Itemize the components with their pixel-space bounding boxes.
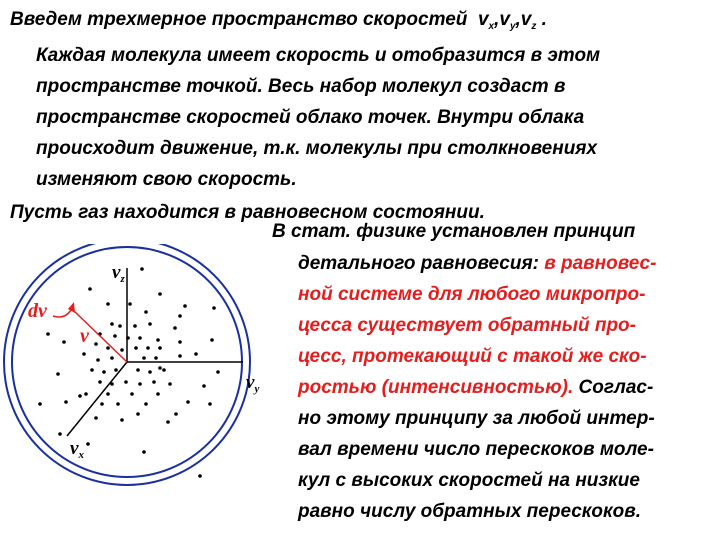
molecule-point bbox=[148, 370, 152, 374]
molecule-point bbox=[102, 370, 106, 374]
period: . bbox=[536, 9, 547, 30]
molecule-point bbox=[183, 304, 187, 308]
molecule-point bbox=[166, 420, 170, 424]
molecule-point bbox=[82, 352, 86, 356]
molecule-point bbox=[106, 392, 110, 396]
paragraph1-line: пространстве точкой. Весь набор молекул создаст в bbox=[36, 76, 566, 97]
principle-red-text: ростью (интенсивностью). bbox=[298, 377, 574, 398]
molecule-point bbox=[116, 402, 120, 406]
intro-lead: Введем трехмерное пространство скоростей bbox=[10, 9, 468, 30]
molecule-point bbox=[110, 356, 114, 360]
molecule-point bbox=[78, 394, 82, 398]
molecule-point bbox=[98, 380, 102, 384]
paragraph1-line: пространстве скоростей облако точек. Внутри облака bbox=[36, 107, 585, 128]
molecule-point bbox=[96, 358, 100, 362]
molecule-point bbox=[118, 324, 122, 328]
molecule-point bbox=[120, 348, 124, 352]
molecule-point bbox=[144, 402, 148, 406]
molecule-point bbox=[210, 338, 214, 342]
molecule-point bbox=[110, 322, 114, 326]
molecule-point bbox=[158, 292, 162, 296]
principle-line bbox=[298, 252, 656, 276]
vx-axis bbox=[67, 362, 127, 436]
molecule-point bbox=[144, 310, 148, 314]
molecule-point bbox=[136, 412, 140, 416]
subscript: y bbox=[509, 21, 516, 32]
molecule-point bbox=[138, 336, 142, 340]
molecule-point bbox=[130, 392, 134, 396]
principle-text: Соглас- bbox=[573, 377, 654, 398]
comma: , bbox=[494, 9, 500, 30]
principle-red-line: цесса существует обратный про- bbox=[298, 315, 636, 336]
molecule-point bbox=[154, 356, 158, 360]
comma: , bbox=[515, 9, 521, 30]
molecule-point bbox=[113, 334, 117, 338]
molecule-point bbox=[173, 326, 177, 330]
molecule-point bbox=[178, 354, 182, 358]
principle-line: равно числу обратных перескоков. bbox=[298, 501, 642, 522]
molecule-point bbox=[124, 380, 128, 384]
molecule-point bbox=[158, 346, 162, 350]
molecule-point bbox=[128, 302, 132, 306]
subscript: z bbox=[531, 21, 537, 32]
molecule-point bbox=[158, 366, 162, 370]
molecule-point bbox=[58, 432, 62, 436]
molecule-point bbox=[140, 267, 144, 271]
label-vz: $v_z$ bbox=[112, 262, 125, 285]
molecule-point bbox=[120, 418, 124, 422]
molecule-point bbox=[186, 400, 190, 404]
principle-line: вал времени число перескоков моле- bbox=[298, 439, 654, 460]
symbol-v: v bbox=[499, 9, 510, 30]
paragraph1-line: Каждая молекула имеет скорость и отобразится в этом bbox=[36, 45, 601, 66]
molecule-point bbox=[46, 332, 50, 336]
molecule-point bbox=[202, 384, 206, 388]
label-vy: $v_y$ bbox=[246, 372, 260, 395]
molecule-point bbox=[178, 340, 182, 344]
molecule-point bbox=[162, 368, 166, 372]
molecule-point bbox=[100, 402, 104, 406]
molecule-point bbox=[133, 324, 137, 328]
molecule-point bbox=[84, 392, 88, 396]
molecule-point bbox=[216, 370, 220, 374]
molecule-point bbox=[62, 340, 66, 344]
molecule-point bbox=[94, 416, 98, 420]
paragraph2: Пусть газ находится в равновесном состоянии. bbox=[10, 202, 485, 223]
molecule-point bbox=[168, 382, 172, 386]
molecule-point bbox=[148, 322, 152, 326]
symbol-v: v bbox=[520, 9, 532, 30]
molecule-point bbox=[152, 380, 156, 384]
point-cloud bbox=[38, 267, 220, 478]
molecule-point bbox=[174, 412, 178, 416]
molecule-point bbox=[142, 450, 146, 454]
molecule-point bbox=[56, 372, 60, 376]
molecule-point bbox=[208, 402, 212, 406]
molecule-point bbox=[38, 402, 42, 406]
label-dv: dv bbox=[28, 300, 47, 322]
molecule-point bbox=[194, 352, 198, 356]
molecule-point bbox=[178, 314, 182, 318]
principle-text: детального равновесия: bbox=[298, 253, 539, 274]
molecule-point bbox=[198, 474, 202, 478]
principle-red-text: в равновес- bbox=[538, 253, 657, 274]
label-v: v bbox=[80, 325, 89, 347]
principle-red-line: цесс, протекающий с такой же ско- bbox=[298, 346, 647, 367]
molecule-point bbox=[88, 287, 92, 291]
molecule-point bbox=[86, 442, 90, 446]
label-vx: $v_x$ bbox=[70, 438, 84, 461]
subscript: x bbox=[488, 21, 495, 32]
principle-line: кул с высоких скоростей на низкие bbox=[298, 470, 640, 491]
principle-line bbox=[298, 376, 653, 400]
molecule-point bbox=[138, 382, 142, 386]
velocity-space-figure bbox=[0, 244, 290, 540]
molecule-point bbox=[90, 368, 94, 372]
molecule-point bbox=[156, 338, 160, 342]
principle-line: но этому принципу за любой интер- bbox=[298, 408, 655, 429]
molecule-point bbox=[114, 368, 118, 372]
molecule-point bbox=[156, 392, 160, 396]
molecule-point bbox=[106, 302, 110, 306]
intro-line bbox=[10, 8, 547, 39]
principle-line: В стат. физике установлен принцип bbox=[272, 221, 636, 242]
molecule-point bbox=[146, 346, 150, 350]
molecule-point bbox=[134, 346, 138, 350]
molecule-point bbox=[136, 368, 140, 372]
symbol-v: v bbox=[477, 9, 489, 30]
molecule-point bbox=[106, 346, 110, 350]
paragraph1-line: изменяют свою скорость. bbox=[36, 169, 297, 190]
paragraph1-line: происходит движение, т.к. молекулы при столкновениях bbox=[36, 138, 598, 159]
molecule-point bbox=[212, 306, 216, 310]
molecule-point bbox=[64, 400, 68, 404]
principle-red-line: ной системе для любого микропро- bbox=[298, 284, 646, 305]
molecule-point bbox=[142, 356, 146, 360]
molecule-point bbox=[94, 342, 98, 346]
